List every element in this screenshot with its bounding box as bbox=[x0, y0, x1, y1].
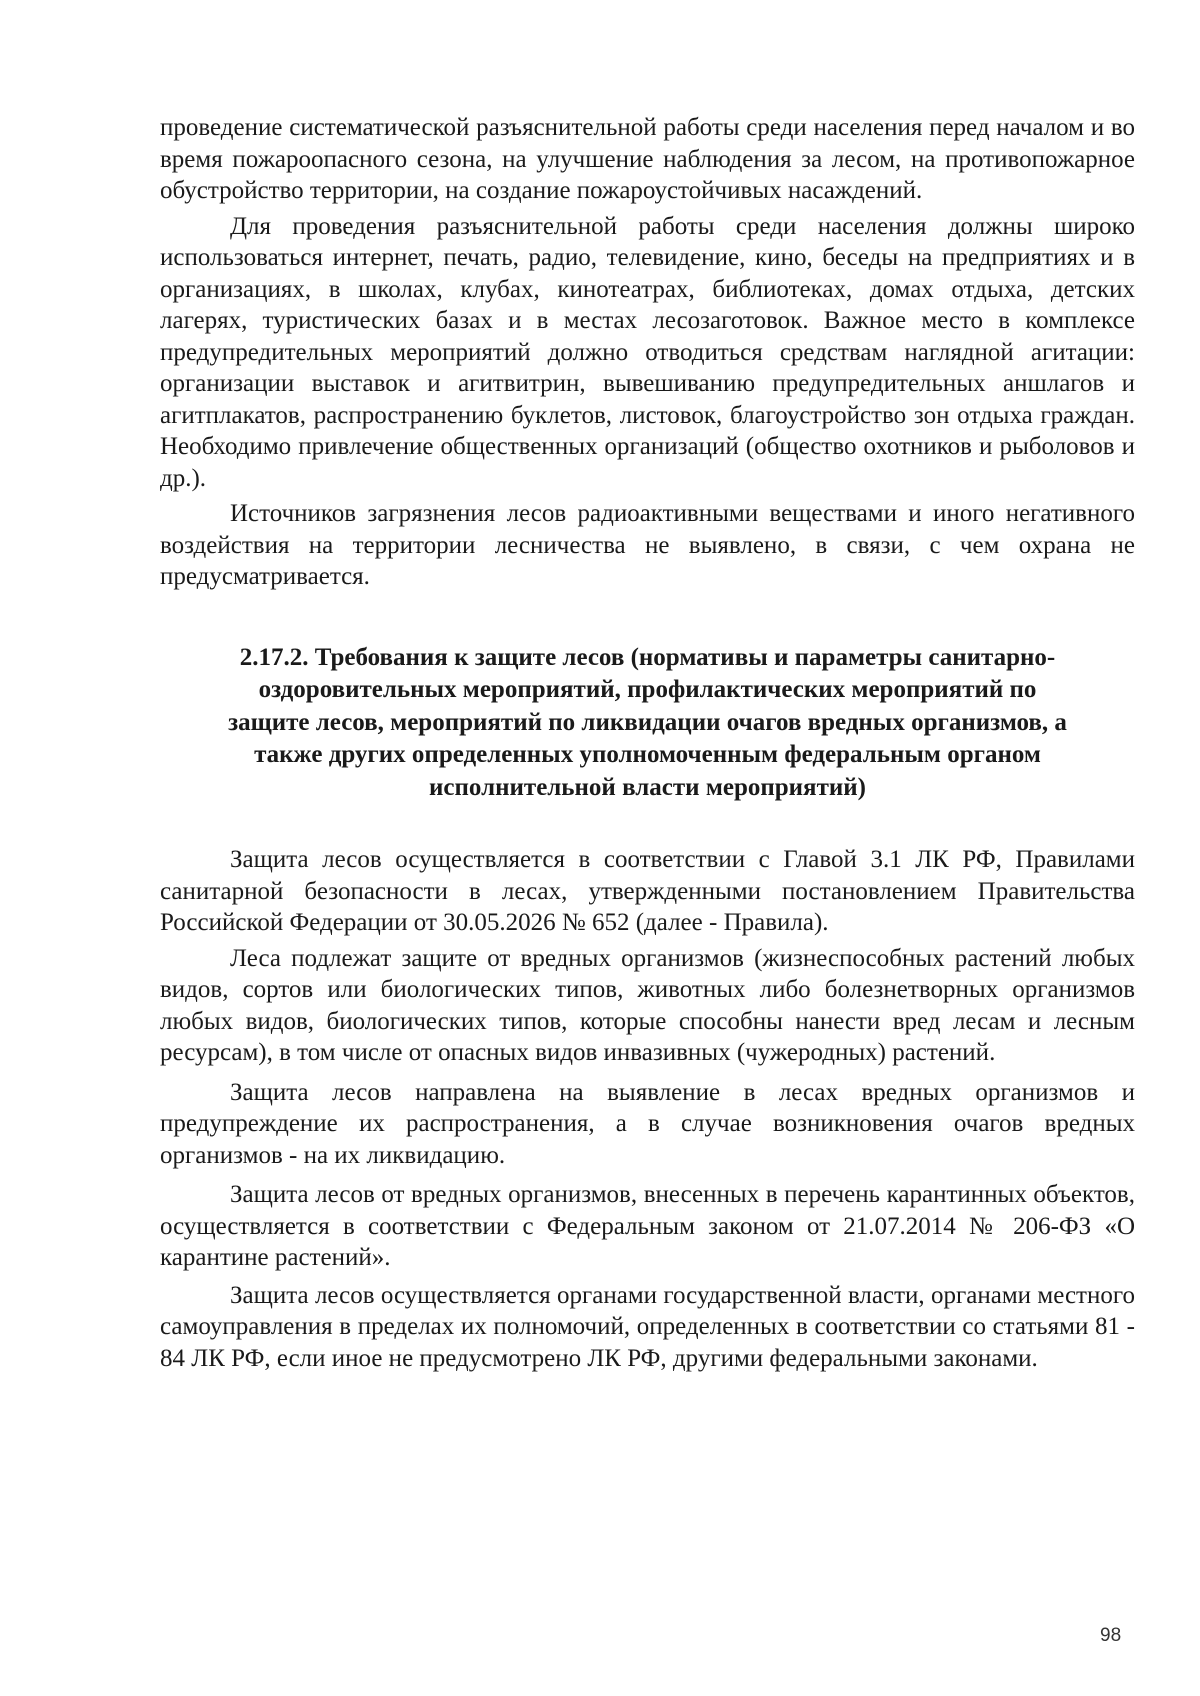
section-heading: 2.17.2. Требования к защите лесов (нормативы и параметры санитарно-оздоровительных мероприятий, профилактических мероприятий по защите лесов, мероприятий по ликвидации очагов вредных организмов, а также других определенных уполномоченным федеральным органом исполнительной власти мероприятий) bbox=[228, 643, 1067, 801]
paragraph-quarantine: Защита лесов от вредных организмов, внесенных в перечень карантинных объектов, осуществляется в соответствии с Федеральным законом от 21.07.2014 № 206-ФЗ «О карантине растений». bbox=[160, 1181, 1135, 1271]
paragraph-radioactive-sources: Источников загрязнения лесов радиоактивными веществами и иного негативного воздействия на территории лесничества не выявлено, в связи, с чем охрана не предусматривается. bbox=[160, 500, 1135, 590]
paragraph-continuation: проведение систематической разъяснительной работы среди населения перед началом и во время пожароопасного сезона, на улучшение наблюдения за лесом, на противопожарное обустройство территории, на создание пожароустойчивых насаждений. bbox=[160, 114, 1135, 204]
paragraph-protection-aim: Защита лесов направлена на выявление в лесах вредных организмов и предупреждение их распространения, а в случае возникновения очагов вредных организмов - на их ликвидацию. bbox=[160, 1078, 1135, 1169]
paragraph-forest-protection-basis: Защита лесов осуществляется в соответствии с Главой 3.1 ЛК РФ, Правилами санитарной безопасности в лесах, утвержденными постановлением Правительства Российской Федерации от 30.05.2026 № 652 (далее - Правила). bbox=[160, 846, 1135, 936]
page-number: 98 bbox=[1100, 1625, 1122, 1646]
paragraph-outreach: Для проведения разъяснительной работы среди населения должны широко использоваться интернет, печать, радио, телевидение, кино, беседы на предприятиях и в организациях, в школах, клубах, кинотеатрах, библиотеках, домах отдыха, детских лагерях, туристических базах и в местах лесозаготовок. Важное место в комплексе предупредительных мероприятий должно отводиться средствам наглядной агитации: организации выставок и агитвитрин, вывешиванию предупредительных аншлагов и агитплакатов, распространению буклетов, листовок, благоустройство зон отдыха граждан. Необходимо привлечение общественных организаций (общество охотников и рыболовов и др.). bbox=[160, 212, 1135, 492]
paragraph-harmful-organisms: Леса подлежат защите от вредных организмов (жизнеспособных растений любых видов, сортов или биологических типов, животных либо болезнетворных организмов любых видов, биологических типов, которые способны нанести вред лесам и лесным ресурсам), в том числе от опасных видов инвазивных (чужеродных) растений. bbox=[160, 944, 1135, 1066]
page-content bbox=[160, 112, 1135, 1374]
paragraph-authorities: Защита лесов осуществляется органами государственной власти, органами местного самоуправления в пределах их полномочий, определенных в соответствии со статьями 81 - 84 ЛК РФ, если иное не предусмотрено ЛК РФ, другими федеральными законами. bbox=[160, 1281, 1135, 1372]
